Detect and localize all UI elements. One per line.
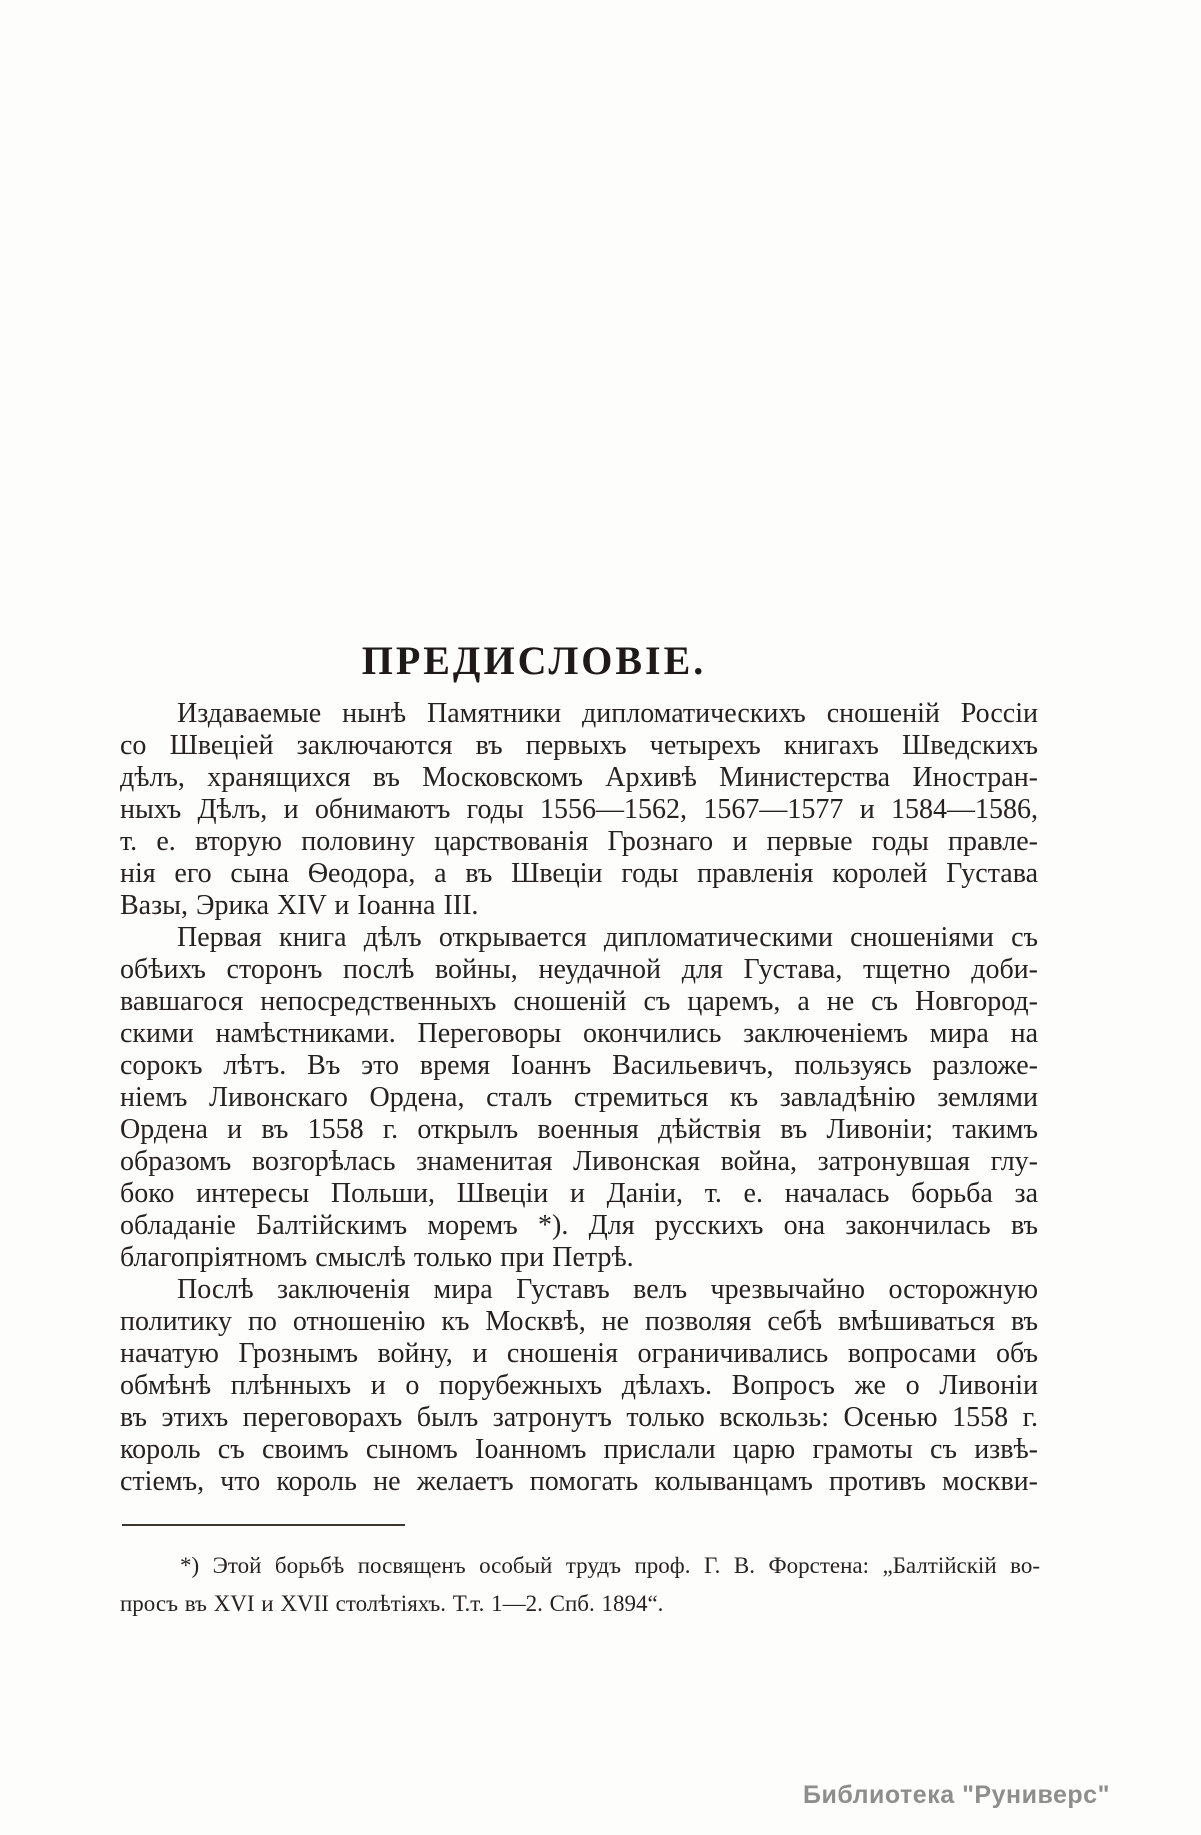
body-line: обѣихъ сторонъ послѣ войны, неудачной для Густава, тщетно доби-: [120, 954, 1038, 985]
body-line: образомъ возгорѣлась знаменитая Ливонская война, затронувшая глу-: [120, 1146, 1038, 1177]
body-line: Вазы, Эрика XIV и Іоанна III.: [120, 890, 479, 921]
body-line: Ордена и въ 1558 г. открылъ военныя дѣйствія въ Ливоніи; такимъ: [120, 1114, 1038, 1145]
body-line: т. е. вторую половину царствованія Грознаго и первые годы правле-: [120, 826, 1038, 857]
body-line: сорокъ лѣтъ. Въ это время Іоаннъ Васильевичъ, пользуясь разложе-: [120, 1050, 1038, 1081]
body-line: ныхъ Дѣлъ, и обнимаютъ годы 1556—1562, 1567—1577 и 1584—1586,: [120, 794, 1038, 825]
library-watermark: Библиотека "Руниверс": [803, 1781, 1110, 1809]
body-line: боко интересы Польши, Швеціи и Даніи, т. е. началась борьба за: [120, 1178, 1038, 1209]
footnote: [120, 1547, 1040, 1623]
body-line: нія его сына Ѳеодора, а въ Швеціи годы правленія королей Густава: [120, 858, 1038, 889]
body-line: со Швеціей заключаются въ первыхъ четырехъ книгахъ Шведскихъ: [120, 730, 1038, 761]
body-line: обмѣнѣ плѣнныхъ и о порубежныхъ дѣлахъ. Вопросъ же о Ливоніи: [120, 1370, 1038, 1401]
body-line: дѣлъ, хранящихся въ Московскомъ Архивѣ Министерства Иностран-: [120, 762, 1038, 793]
body-text: [120, 698, 1038, 1498]
body-line: въ этихъ переговорахъ былъ затронутъ только вскользь: Осенью 1558 г.: [120, 1402, 1038, 1433]
body-line: скими намѣстниками. Переговоры окончились заключеніемъ мира на: [120, 1018, 1038, 1049]
footnote-separator-rule: [122, 1524, 405, 1526]
body-line: стіемъ, что король не желаетъ помогать колыванцамъ противъ москви-: [120, 1466, 1038, 1497]
body-line: обладаніе Балтійскимъ моремъ *). Для русскихъ она закончилась въ: [120, 1210, 1038, 1241]
body-line: вавшагося непосредственныхъ сношеній съ царемъ, а не съ Новгород-: [120, 986, 1038, 1017]
body-line: благопріятномъ смыслѣ только при Петрѣ.: [120, 1242, 634, 1273]
footnote-line: *) Этой борьбѣ посвященъ особый трудъ проф. Г. В. Форстена: „Балтійскій во-: [180, 1553, 1040, 1578]
body-line: Первая книга дѣлъ открывается дипломатическими сношеніями съ: [177, 922, 1038, 953]
body-line: Послѣ заключенія мира Густавъ велъ чрезвычайно осторожную: [177, 1274, 1038, 1305]
body-line: начатую Грознымъ войну, и сношенія ограничивались вопросами объ: [120, 1338, 1038, 1369]
page-title: ПРЕДИСЛОВІЕ.: [361, 637, 707, 683]
footnote-line: просъ въ XVI и XVII столѣтіяхъ. Т.т. 1—2. Спб. 1894“.: [120, 1591, 664, 1616]
body-line: ніемъ Ливонскаго Ордена, сталъ стремиться къ завладѣнію землями: [120, 1082, 1038, 1113]
body-line: Издаваемые нынѣ Памятники дипломатическихъ сношеній Россіи: [177, 698, 1038, 729]
body-line: политику по отношенію къ Москвѣ, не позволяя себѣ вмѣшиваться въ: [120, 1306, 1038, 1337]
body-line: король съ своимъ сыномъ Іоанномъ прислали царю грамоты съ извѣ-: [120, 1434, 1038, 1465]
